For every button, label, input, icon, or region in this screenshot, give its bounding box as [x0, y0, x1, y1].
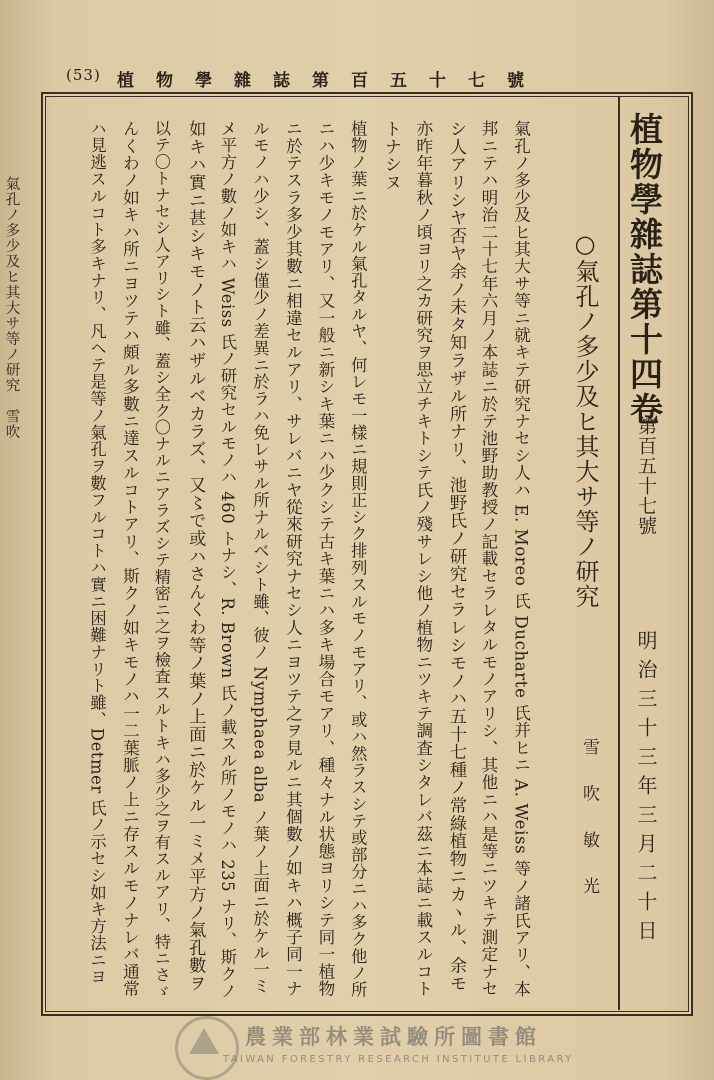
body-line: 如キハ實ニ甚シキモノト云ハザルベカラズ、又〻で或ハさんくわ等ノ葉ノ上面ニ於ケル一ミメ平方ノ氣孔數ヲ [185, 120, 206, 993]
body-line: 以テ〇トナセシ人アリシト雖、蓋シ全ク〇ナルニアラズシテ精密ニ之ヲ檢査スルトキハ多少之ヲ有スルアリ、特ニさゞ [152, 120, 172, 1000]
body-line: ハ見逃スルコト多キナリ、凡ヘテ是等ノ氣孔ヲ數フルコトハ實ニ困難ナリト雖、Detmer 氏ノ示セシ如キ方法ニヨ [87, 120, 107, 986]
body-line: メ平方ノ數ノ如キハ Weiss 氏ノ研究セルモノハ 460 トナシ、R. Brown 氏ノ載スル所ノモノハ 235 ナリ、斯クノ [217, 120, 237, 1000]
library-seal-emblem-icon [189, 1028, 219, 1054]
body-line: 邦ニテハ明治二十七年六月ノ本誌ニ於テ池野助教授ノ記載セラレタルモノアリシ、其他ニハ是等ニツキテ測定ナセ [478, 120, 498, 998]
library-name-cn: 農業部林業試驗所圖書館 [245, 1024, 542, 1049]
publication-date: 明治三十三年三月二十日 [634, 630, 658, 949]
masthead-divider [618, 96, 620, 1010]
page-number: (53) [66, 66, 101, 84]
article-heading: ○氣孔ノ多少及ヒ其大サ等ノ研究 [571, 230, 599, 609]
body-line: ニハ少キモノモアリ、又一般ニ新シキ葉ニハ少クシテ古キ葉ニハ多キ場合モアリ、種々ナル状態ヨリシテ同一植物 [315, 120, 335, 998]
body-line: んくわノ如キハ所ニヨツテハ頗ル多數ニ達スルコトアリ、斯クノ如キモノハ一二葉脈ノ上ニ存スルモノナレバ通常 [120, 120, 140, 998]
body-line: トナシヌ [380, 120, 401, 192]
running-head [66, 66, 546, 91]
margin-note: 氣孔ノ多少及ヒ其大サ等ノ研究 雪吹 [3, 176, 20, 440]
body-line: 氣孔ノ多少及ヒ其大サ等ニ就キテ研究ナセシ人ハ E. Moreo 氏 Ducharte 氏并ヒニ A. Weiss 等ノ諸氏アリ、本 [511, 120, 531, 998]
journal-title: 植物學雜誌第十四卷 [625, 112, 664, 427]
running-head-journal: 植物學雜誌第百五十七號 [117, 71, 546, 91]
body-line: ルモノハ少シ、蓋シ僅少ノ差異ニ於ラハ免レサル所ナルベシト雖、彼ノ Nymphaea alba ノ葉ノ上面ニ於ケル一ミ [250, 120, 270, 995]
body-line: シ人アリシヤ否ヤ余ノ未タ知ラザル所ナリ、池野氏ノ研究セラレシモノハ五十七種ノ常綠植物ニカヽル、余モ [446, 120, 466, 993]
body-line: ニ於テスラ多少其數ニ相違セルアリ、サレバニヤ從來研究ナセシ人ニヨツテ之ヲ見ルニ其個數ノ如キハ概子同一ナ [283, 120, 303, 998]
article-author: 雪 吹 敏 光 [579, 738, 599, 907]
body-line: 植物ノ葉ニ於ケル氣孔タルヤ、何レモ一樣ニ規則正シク排列スルモノモアリ、或ハ然ラスシテ或部分ニハ多ク他ノ所 [348, 120, 368, 999]
library-name-en: TAIWAN FORESTRY RESEARCH INSTITUTE LIBRARY [223, 1054, 574, 1065]
body-line: 亦昨年暮秋ノ頃ヨリ之カ研究ヲ思立チキトシテ氏ノ殘サレシ他ノ植物ニツキテ調査シタレバ茲ニ本誌ニ載スルコト [413, 120, 433, 998]
issue-number: 第百五十七號 [635, 416, 657, 536]
